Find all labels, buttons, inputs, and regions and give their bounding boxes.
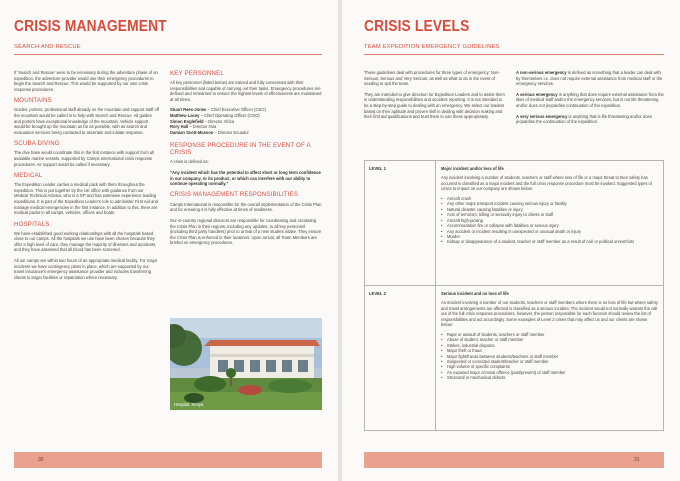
- page-title: CRISIS LEVELS: [364, 18, 470, 35]
- level-description: [436, 161, 663, 285]
- hospital-image: [170, 318, 322, 410]
- crisis-levels-table: [364, 160, 664, 431]
- list-item: • Suspected or convicted student/teacher or staff member: [441, 359, 658, 364]
- level-description: [436, 286, 663, 430]
- page-subtitle: TEAM EXPEDITION EMERGENCY GUIDELINES: [364, 44, 500, 50]
- list-item: • Kidnap or disappearance of a student, teacher or staff member as a result of civil or political unrest/riots: [441, 239, 658, 244]
- key-personnel-text: All key personnel (listed below) are trained and fully conversant with their responsibilities and capable of carrying out their tasks. Emergency procedures are defined and rehearsed to ensure the highest levels of effectiveness are maintained at all times.: [170, 80, 322, 102]
- list-item: • Any accident or incident resulting in unexpected or unusual death or injury: [441, 229, 658, 234]
- table-row: [365, 286, 663, 430]
- level-label: LEVEL 1: [365, 161, 436, 285]
- title-rule: [364, 54, 664, 55]
- footer-bar: [14, 452, 322, 468]
- list-item: • An exposed major criminal offence (past/present) of staff member: [441, 370, 658, 375]
- scuba-text: The dive base would coordinate this in the first instance with support from all available marine vessels, supported by Camps International crisis response procedures. Air support would be called if necessary.: [14, 150, 154, 167]
- serious-definition: A serious emergency is anything that does require external assistance from the likes of medical staff and/or the emergency services, but is not life threatening and/or does not jeopardise continuation of the expedition.: [516, 91, 664, 108]
- list-item: • Major theft or fraud: [441, 348, 658, 353]
- footer-bar: [364, 452, 664, 468]
- page-number: 30: [38, 457, 44, 463]
- crisis-defined-label: A crisis is defined as:: [170, 159, 209, 165]
- search-rescue-intro: If 'Search and Rescue' were to be necessary during the adventure phase of an expedition, the adventure provider would use their emergency procedures to begin the Search and Rescue. This would be supported by our own crisis response procedures.: [14, 70, 158, 92]
- list-item: • Aircraft crash: [441, 196, 658, 201]
- personnel-list: [170, 107, 322, 135]
- list-item: • Major fight/fracas between students/teachers or staff member: [441, 354, 658, 359]
- list-item: • High volume of specific complaints: [441, 364, 658, 369]
- page-subtitle: SEARCH AND RESCUE: [14, 44, 81, 50]
- title-rule: [14, 54, 322, 55]
- page-title: CRISIS MANAGEMENT: [14, 18, 167, 35]
- left-column-1: [14, 70, 159, 285]
- level-heading: Major incident and/or loss of life: [441, 166, 504, 171]
- list-item: • Strikes, industrial disputes: [441, 343, 658, 348]
- personnel-item: Matthew Lacey – Chief Operating Officer (COO): [170, 112, 260, 118]
- page-number: 31: [634, 457, 640, 463]
- mountains-heading: MOUNTAINS: [14, 97, 52, 105]
- table-row: [365, 161, 663, 286]
- personnel-item: Simon Englefield – Director Africa: [170, 118, 235, 124]
- level-examples: [441, 332, 658, 381]
- non-serious-definition: A non-serious emergency is defined as something that a leader can deal with by themselves i.e. does not require external assistance from medical staff or the emergency services.: [516, 70, 663, 87]
- personnel-item: Rory Hall – Director Asia: [170, 124, 217, 130]
- list-item: • Aircraft high-jacking: [441, 218, 658, 223]
- hospital-photo: [170, 318, 322, 410]
- list-item: • Natural disaster causing fatalities or injury: [441, 207, 658, 212]
- medical-heading: MEDICAL: [14, 172, 43, 180]
- personnel-item: Damian Scott-Masson – Director Ecuador: [170, 129, 249, 135]
- responsibilities-heading: CRISIS MANAGEMENT RESPONSIBILITIES: [170, 191, 299, 198]
- scuba-heading: SCUBA DIVING: [14, 140, 60, 148]
- mountains-text: Guides, porters, professional staff already on the mountain and support staff off the mountain would be called in to help with Search and Rescue. All guides and porters have exceptional knowledge of the mountain. Vehicle support would be brought up the mountain as far as possible, with air search and evacuation services being contacted to ascertain and initiate response.: [14, 107, 160, 135]
- intro-text-2: They are intended to give direction for Expedition Leaders and to assist them in understanding responsibilities and accident reporting. It is not intended to be a step-by-step guide to dealing with an emergency. We select our leaders based on their aptitude and proven skill in dealing with decision making and their first aid qualifications and trust them to use these appropriately.: [364, 91, 505, 120]
- left-column-2: [170, 70, 322, 251]
- hospitals-text-1: We have established good working relationships with all the hospitals based close to our camps. All the hospitals we use have been chosen because they offer a high level of care, they manage the majority of illnesses and accidents, and they have assessed that all blood has been screened.: [14, 230, 157, 253]
- intro-text-1: These guidelines deal with procedures for three types of emergency: Non-Serious, Serious and Very Serious, as well as what to do in the event of needing to spit the team.: [364, 70, 500, 87]
- list-item: • Acts of terrorism, killing or seriously injury to clients or staff: [441, 212, 658, 217]
- list-item: • Structural or mechanical defects: [441, 375, 658, 380]
- hospitals-heading: HOSPITALS: [14, 220, 50, 228]
- responsibilities-text-2: Our in-country regional directors are responsible for coordinating and circulating the Crisis Plan in their regions, including any updates, to all key personnel (including third party handlers) prior to arrival of a new student intake. They ensure the Crisis Plan is enforced in their locations. Upon arrival, all Team Members are briefed on emergency procedures.: [170, 217, 322, 246]
- level-label: LEVEL 2: [365, 286, 436, 430]
- level-text: An incident involving a number of our students, teachers or staff members where there is no loss of life but where safety and travel arrangements are affected is classified as a serious incident. The incident would not normally warrant the call out of the full crisis response procedures, however, the person responsible for each function should review the list of responsibilities and act accordingly. Some examples of Level 2 crises that may affect us and our clients are shown below:: [441, 300, 658, 328]
- list-item: • Any other major transport incident causing serious injury or fatality: [441, 201, 658, 206]
- level-text: Any incident involving a number of students, teachers or staff where loss of life or a major threat to their safety has occurred is classified as a major incident and the full crisis response procedure must be invoked. Suggested types of crises to impact on our company are shown below:: [441, 175, 652, 192]
- personnel-item: Stuart Rees-Jones – Chief Executive Officer (CEO): [170, 107, 266, 113]
- very-serious-definition: A very serious emergency is anything that is life threatening and/or does jeopardise the continuation of the expedition.: [516, 113, 652, 125]
- level-examples: [441, 196, 658, 245]
- list-item: • Rape or assault of students, teachers or staff member: [441, 332, 658, 337]
- key-personnel-heading: KEY PERSONNEL: [170, 70, 224, 77]
- list-item: • Murder: [441, 234, 658, 239]
- photo-caption: Hospital, Kenya: [174, 402, 204, 407]
- definitions-column: [516, 70, 664, 130]
- hospitals-text-2: All our camps are within two hours of an appropriate medical facility. For major incidents we have contingency plans in place, which are supported by our travel insurance's emergency assistance provider and includes transferring clients to larger facilities or repatriation where necessary.: [14, 258, 158, 280]
- intro-column: [364, 70, 505, 125]
- left-page: [0, 0, 338, 481]
- level-heading: Serious incident and no loss of life: [441, 291, 509, 296]
- crisis-definition: "Any incident which has the potential to affect short or long term confidence in our company, or its product, or which can interfere with our ability to continue operating normally.": [170, 169, 321, 187]
- medical-text: The Expedition Leader carries a medical pack with them throughout the expedition. This is put together by the UK office with guidance from our Medical Technical Advisor, who is a GP and has extensive experience leading expeditions. It is part of the Expedition Leader's role to administer First Aid and manage medical emergencies in the first instance. In addition to this, there are medical packs in all camps, vehicles, offices and boats.: [14, 182, 158, 216]
- list-item: • Accommodation fire or collapse with fatalities or serious injury: [441, 223, 658, 228]
- responsibilities-text-1: Camps International is responsible for the overall implementation of the Crisis Plan and for ensuring it is fully effective at times of readiness.: [170, 201, 322, 213]
- response-heading: RESPONSE PROCEDURE IN THE EVENT OF A CRISIS: [170, 142, 311, 157]
- list-item: • Abuse of student, teacher or staff member: [441, 337, 658, 342]
